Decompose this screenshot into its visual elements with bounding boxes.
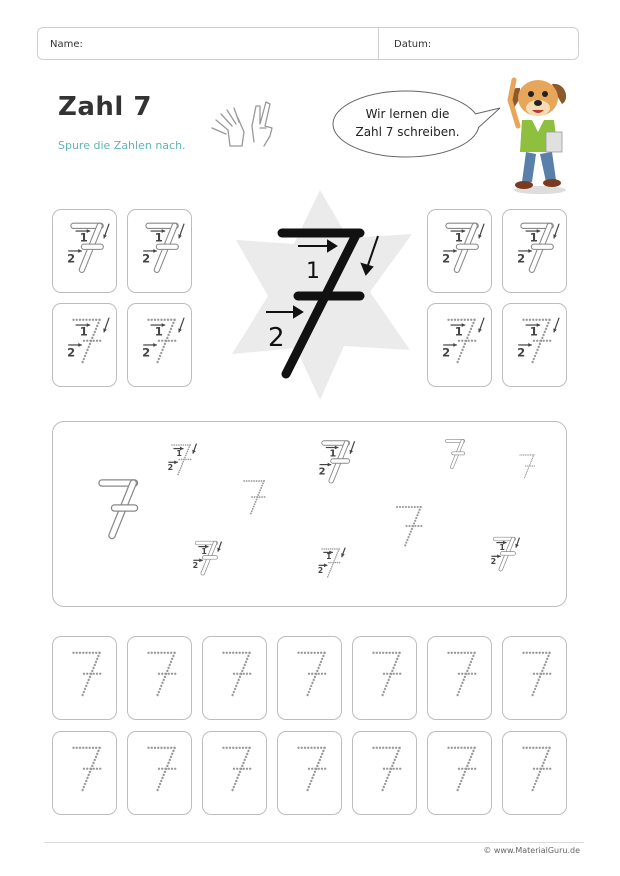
- scatter-seven-6: [520, 455, 534, 478]
- seven-glyph: [277, 636, 342, 720]
- scatter-seven-3: [244, 481, 265, 515]
- speech-line-2: Zahl 7 schreiben.: [355, 125, 460, 139]
- svg-text:2: 2: [167, 463, 174, 473]
- footer-credit: © www.MaterialGuru.de: [483, 846, 580, 855]
- svg-text:1: 1: [454, 324, 463, 339]
- practice-box-r2-c7: [502, 731, 567, 815]
- seven-glyph: [52, 209, 117, 293]
- seven-glyph: [352, 731, 417, 815]
- practice-box-r1-c3: [202, 636, 267, 720]
- practice-box-r2-c5: [352, 731, 417, 815]
- svg-text:2: 2: [142, 345, 151, 360]
- seven-glyph: [52, 636, 117, 720]
- tracing-box-top-7: [427, 303, 492, 387]
- tracing-box-top-2: [127, 209, 192, 293]
- seven-glyph: [502, 209, 567, 293]
- svg-text:2: 2: [517, 251, 526, 266]
- scatter-seven-2: [168, 444, 197, 476]
- svg-text:2: 2: [192, 561, 199, 571]
- scatter-seven-7: [397, 507, 422, 547]
- seven-glyph: [502, 636, 567, 720]
- svg-text:1: 1: [499, 542, 505, 552]
- seven-glyph: [502, 303, 567, 387]
- footer-line: [44, 842, 584, 843]
- svg-text:2: 2: [318, 466, 326, 478]
- seven-glyph: [427, 636, 492, 720]
- scatter-seven-5: [447, 441, 463, 467]
- svg-text:2: 2: [442, 345, 451, 360]
- svg-text:1: 1: [326, 552, 332, 562]
- practice-box-r2-c2: [127, 731, 192, 815]
- svg-text:2: 2: [142, 251, 151, 266]
- tracing-box-top-1: [52, 209, 117, 293]
- svg-text:1: 1: [79, 230, 88, 245]
- svg-text:1: 1: [454, 230, 463, 245]
- seven-glyph: [502, 731, 567, 815]
- stroke-number-1: 1: [306, 259, 320, 284]
- tracing-box-top-8: [502, 303, 567, 387]
- scatter-seven-1: [102, 483, 135, 536]
- svg-text:2: 2: [442, 251, 451, 266]
- seven-glyph: [352, 636, 417, 720]
- example-seven-main: [220, 188, 420, 403]
- tracing-box-top-5: [52, 303, 117, 387]
- seven-glyph: [427, 303, 492, 387]
- svg-text:1: 1: [154, 324, 163, 339]
- seven-glyph: [427, 209, 492, 293]
- date-label: Datum:: [394, 39, 432, 50]
- hands-counting-icon: [208, 98, 283, 153]
- seven-glyph: [52, 731, 117, 815]
- name-label: Name:: [50, 39, 83, 50]
- name-date-box: [37, 27, 579, 60]
- practice-box-r1-c1: [52, 636, 117, 720]
- tracing-box-top-3: [427, 209, 492, 293]
- seven-glyph: [127, 636, 192, 720]
- seven-glyph: [127, 209, 192, 293]
- svg-text:2: 2: [67, 251, 76, 266]
- scatter-sevens: [52, 421, 567, 607]
- practice-box-r2-c3: [202, 731, 267, 815]
- svg-text:1: 1: [529, 324, 538, 339]
- scatter-seven-8: [193, 542, 222, 574]
- speech-line-1: Wir lernen die: [365, 107, 450, 121]
- tracing-box-top-6: [127, 303, 192, 387]
- svg-text:1: 1: [176, 448, 182, 458]
- tracing-box-top-4: [502, 209, 567, 293]
- svg-text:2: 2: [517, 345, 526, 360]
- stroke-number-2: 2: [268, 323, 285, 353]
- page-title: Zahl 7: [58, 92, 152, 122]
- scatter-seven-4: [319, 441, 355, 481]
- practice-box-r2-c6: [427, 731, 492, 815]
- practice-box-r1-c6: [427, 636, 492, 720]
- svg-text:1: 1: [329, 448, 337, 460]
- scatter-seven-9: [318, 548, 345, 578]
- practice-box-r2-c4: [277, 731, 342, 815]
- header-divider: [378, 27, 379, 60]
- dog-teacher-illustration: [500, 70, 580, 195]
- svg-text:2: 2: [317, 565, 324, 575]
- page-subtitle: Spure die Zahlen nach.: [58, 139, 186, 152]
- seven-glyph: [277, 731, 342, 815]
- seven-glyph: [202, 636, 267, 720]
- seven-glyph: [202, 731, 267, 815]
- practice-box-r1-c5: [352, 636, 417, 720]
- svg-text:1: 1: [79, 324, 88, 339]
- practice-box-r1-c2: [127, 636, 192, 720]
- scatter-seven-10: [491, 538, 520, 570]
- seven-glyph: [127, 303, 192, 387]
- svg-text:1: 1: [154, 230, 163, 245]
- svg-text:1: 1: [201, 546, 207, 556]
- seven-glyph: [127, 731, 192, 815]
- practice-box-r1-c7: [502, 636, 567, 720]
- practice-box-r2-c1: [52, 731, 117, 815]
- svg-text:1: 1: [529, 230, 538, 245]
- svg-text:2: 2: [67, 345, 76, 360]
- seven-glyph: [427, 731, 492, 815]
- svg-text:2: 2: [490, 557, 497, 567]
- seven-glyph: [52, 303, 117, 387]
- practice-box-r1-c4: [277, 636, 342, 720]
